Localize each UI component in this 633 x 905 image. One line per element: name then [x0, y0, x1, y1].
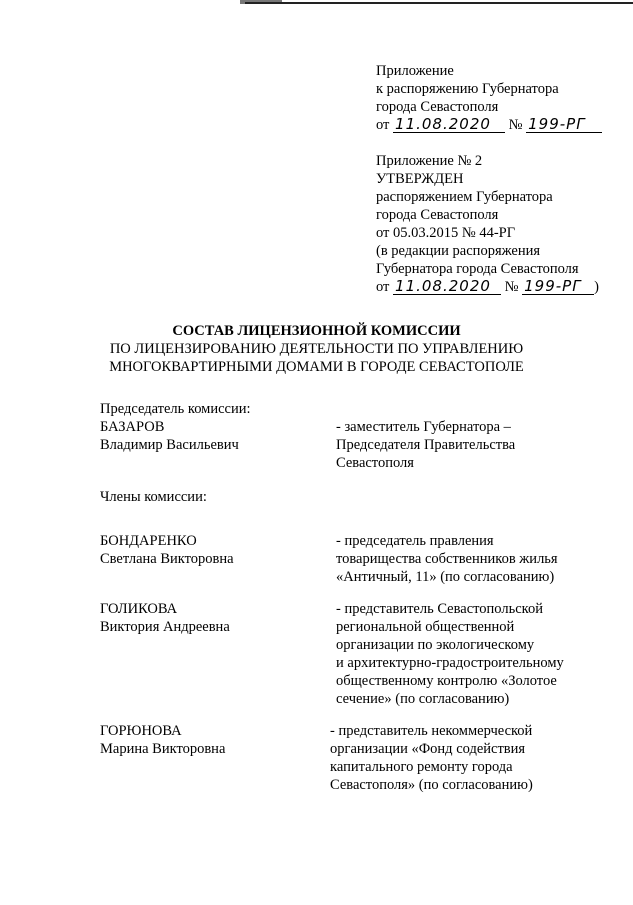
- surname: БАЗАРОВ: [100, 419, 165, 435]
- role-line: - представитель некоммерческой: [330, 723, 533, 739]
- role-line: общественному контролю «Золотое: [336, 673, 557, 689]
- role-line: капитального ремонту города: [330, 759, 513, 775]
- chair-row: [100, 418, 600, 472]
- appendix-1-line1: Приложение: [376, 63, 454, 79]
- member-row: [100, 600, 600, 708]
- role-line: товарищества собственников жилья: [336, 551, 558, 567]
- person-role: [330, 722, 590, 794]
- appendix-2-line5: от 05.03.2015 № 44-РГ: [376, 225, 516, 241]
- person-role: [336, 532, 596, 586]
- person-name: [100, 722, 330, 758]
- chair-heading-row: [100, 400, 600, 420]
- members-heading-row: [100, 488, 600, 508]
- role-line: организации «Фонд содействия: [330, 741, 526, 757]
- role-line: Председателя Правительства: [336, 437, 516, 453]
- person-name: [100, 600, 330, 636]
- member-row: [100, 722, 600, 794]
- date-prefix: от: [376, 117, 390, 133]
- date-prefix: от: [376, 279, 390, 295]
- given-names: Виктория Андреевна: [100, 619, 230, 635]
- appendix-2-line6: (в редакции распоряжения: [376, 243, 541, 259]
- chair-heading: Председатель комиссии:: [100, 401, 251, 417]
- role-line: и архитектурно-градостроительному: [336, 655, 564, 671]
- given-names: Владимир Васильевич: [100, 437, 239, 453]
- number-sign: №: [508, 117, 523, 133]
- given-names: Марина Викторовна: [100, 741, 226, 757]
- title-line3: МНОГОКВАРТИРНЫМИ ДОМАМИ В ГОРОДЕ СЕВАСТОПОЛЕ: [109, 359, 524, 375]
- member-row: [100, 532, 600, 586]
- appendix-2-line3: распоряжением Губернатора: [376, 189, 553, 205]
- appendix-1-line3: города Севастополя: [376, 99, 499, 115]
- surname: ГОЛИКОВА: [100, 601, 178, 617]
- role-line: сечение» (по согласованию): [336, 691, 510, 707]
- surname: ГОРЮНОВА: [100, 723, 182, 739]
- document-title: [0, 322, 633, 376]
- surname: БОНДАРЕНКО: [100, 533, 197, 549]
- appendix-2-line1: Приложение № 2: [376, 153, 483, 169]
- title-line1: СОСТАВ ЛИЦЕНЗИОННОЙ КОМИССИИ: [172, 323, 461, 339]
- appendix-2-block: [376, 152, 599, 296]
- role-line: «Античный, 11» (по согласованию): [336, 569, 555, 585]
- person-role: [336, 600, 596, 708]
- appendix-1-date-line: [376, 116, 602, 134]
- role-line: Севастополя: [336, 455, 414, 471]
- person-name: [100, 532, 330, 568]
- members-heading: Члены комиссии:: [100, 489, 207, 505]
- appendix-2-line4: города Севастополя: [376, 207, 499, 223]
- role-line: - представитель Севастопольской: [336, 601, 543, 617]
- role-line: - председатель правления: [336, 533, 494, 549]
- appendix-2-line2: УТВЕРЖДЕН: [376, 171, 464, 187]
- role-line: организации по экологическому: [336, 637, 535, 653]
- appendix-1-line2: к распоряжению Губернатора: [376, 81, 559, 97]
- role-line: - заместитель Губернатора –: [336, 419, 511, 435]
- top-rule: [245, 2, 633, 4]
- person-name: [100, 418, 330, 454]
- role-line: Севастополя» (по согласованию): [330, 777, 533, 793]
- role-line: региональной общественной: [336, 619, 515, 635]
- title-line2: ПО ЛИЦЕНЗИРОВАНИЮ ДЕЯТЕЛЬНОСТИ ПО УПРАВЛЕНИЮ: [109, 341, 524, 357]
- number-sign: №: [504, 279, 519, 295]
- handwritten-date: 11.08.2020: [393, 279, 501, 295]
- appendix-1-block: [376, 62, 602, 134]
- handwritten-number: 199-РГ: [522, 279, 594, 295]
- handwritten-date: 11.08.2020: [393, 117, 505, 133]
- handwritten-number: 199-РГ: [526, 117, 602, 133]
- close-paren: ): [594, 279, 599, 295]
- appendix-2-date-line: [376, 278, 599, 296]
- appendix-2-line7: Губернатора города Севастополя: [376, 261, 579, 277]
- given-names: Светлана Викторовна: [100, 551, 234, 567]
- person-role: [336, 418, 596, 472]
